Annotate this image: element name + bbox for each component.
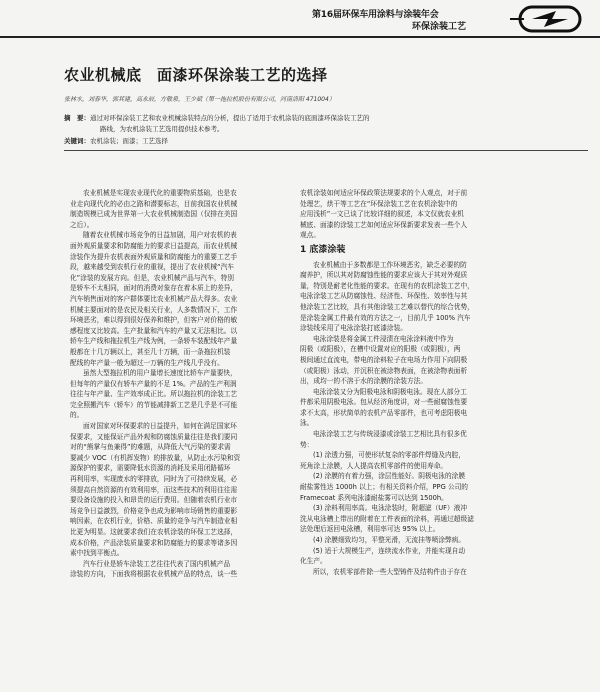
text-line: (3) 涂料利用率高。电泳涂装时，附超滤（UF）液冲 <box>313 504 468 513</box>
left-column <box>70 188 312 580</box>
right-column <box>300 188 590 577</box>
text-line: 成本价格，产品涂装质量要求和防腐能力的要求等诸多因 <box>70 538 238 547</box>
text-line: 要减少 VOC（有机挥发物）的排放量，从防止水污染和资 <box>70 453 241 462</box>
abstract-rule <box>64 150 588 151</box>
text-line: 比更为明显。这就要求我们在农机涂装的环保工艺选择， <box>70 528 238 536</box>
abstract-text-1: 通过对环保涂装工艺和农业机械涂装特点的分析，提出了适用于农机涂装的底面漆环保涂装工艺的 <box>90 114 370 122</box>
text-line: 响因素，在农机行业，价格、质量的竞争与汽车制造业相 <box>70 517 238 526</box>
text-line: 泳。 <box>300 419 314 428</box>
text-line: 须提高自然资源的有效利用率，而这些技术的利用往往需 <box>70 485 238 494</box>
text-line: 随着农业机械市场竞争的日益加剧，用户对农机的表 <box>83 231 237 240</box>
section-heading: 1 底漆涂装 <box>300 244 346 255</box>
text-line: 洗从电泳槽上带出的附着在工件表面的涂料，再通过超级滤 <box>300 514 474 523</box>
text-line: 要设备设施的投入和昂贵的运行费用。但随着农机行业市 <box>70 496 238 505</box>
text-line: (1) 涂透力强，可使形状复杂的零部件焊缝及内腔， <box>313 451 466 460</box>
text-line: 腐养护，所以其对防腐蚀性能的要求应该大于其对外观质 <box>300 271 468 280</box>
text-line: 阴极（或阳极），在槽中设置对应的阳极（或阴极），两 <box>300 345 461 354</box>
text-line: 出，成均一的不溶于水的涂膜的涂装方法。 <box>300 377 428 386</box>
text-line: 处理艺，烘干等工艺在“环保涂装工艺在农机涂装中的 <box>300 199 458 208</box>
text-line: 电泳涂装是将金属工件浸渍在电泳涂料液中作为 <box>313 334 454 343</box>
text-line: 环境恶劣，难以得到很好保养和维护，但客户对价格的敏 <box>70 316 238 325</box>
keywords-text: 农机涂装；面漆；工艺选择 <box>90 137 168 145</box>
text-line: 量，特别是耐老化性能的要求。在现有的农机涂装工艺中， <box>300 281 474 290</box>
text-line: 农业机械是实现农业现代化的重要物质基础，也是农 <box>83 189 237 197</box>
text-line: 势： <box>300 440 314 449</box>
text-line: 场竞争日益激烈，价格竞争也成为影响市场销售的重要影 <box>70 506 238 515</box>
text-line: 业走向现代化的必由之路和潜要标志，目前我国农业机械 <box>70 199 238 208</box>
right-body <box>300 260 590 578</box>
text-line: 之后）。 <box>70 220 94 229</box>
text-line: 保要求，又能保证产品外观和防腐蚀质量往往是我们要同 <box>70 432 238 441</box>
text-line: 观点。 <box>300 231 321 240</box>
text-line: 极间通过直流电，带电的涂料粒子在电场力作用下向阴极 <box>300 355 468 364</box>
conference-title: 第16届环保车用涂料与涂装年会 <box>312 10 439 20</box>
text-line: 所以，农机零部件除一些大型铸件及结构件由于存在 <box>313 567 467 576</box>
header-rule <box>0 36 600 38</box>
text-line: 应用浅析”一文已谈了比较详细的叙述，本文仅就农业机 <box>300 210 464 219</box>
text-line: 般都在十几万辆以上，甚至几十万辆，而一条拖拉机装 <box>70 347 231 356</box>
text-line: 对的“熊掌与鱼兼得”的难题，从降低大气污染的要求需 <box>70 443 231 452</box>
text-line: 耐盐雾性达 1000h 以上；有相关资料介绍，PPG 公司的 <box>300 483 468 492</box>
article-title: 农业机械底 面漆环保涂装工艺的选择 <box>64 66 328 84</box>
text-line: 面对国家对环保要求的日益提升，如何在满足国家环 <box>83 422 237 431</box>
text-line: 虽然大型拖拉机的用户量增长速度比轿车产量要快， <box>83 369 237 378</box>
text-line: (4) 涂膜细致均匀，平整光滑，无流挂等喷涂弊病。 <box>313 536 466 544</box>
conference-logo-icon <box>510 5 590 33</box>
text-line: (2) 涂膜的有着力强，涂层性能好。阴极电泳的涂膜 <box>313 472 466 481</box>
text-line: 配线的年产量一般为超过一万辆的生产线几乎没有。 <box>70 358 224 367</box>
text-line: 但每年的产量仅有轿车产量的不足 1%。产品的生产利润 <box>70 379 237 388</box>
abstract-label: 摘 要： <box>64 114 90 122</box>
text-line: 源保护的要求，需要降低水资源的消耗及采用闭路循环 <box>70 464 231 473</box>
text-line: 求不太高，形状简单的农机产品零部件，也可考虑阳极电 <box>300 408 468 417</box>
text-line: 械底、面漆的涂装工艺如何适应环保新要求发表一些个人 <box>300 220 468 229</box>
text-line: （或阳极）泳动，并沉积在被涂物表面，在被涂物表面析 <box>300 366 468 375</box>
text-line: 的。 <box>70 411 84 420</box>
text-line: 段，越来越受到农机行业的重视，提出了农业机械“汽车 <box>70 263 234 272</box>
text-line: 化生产。 <box>300 557 327 566</box>
keywords-label: 关键词： <box>64 137 90 145</box>
text-line: 涂装线采用了电泳涂装打底漆涂装。 <box>300 324 407 333</box>
text-line: 涂装的方向，下面我将根据农业机械产品的特点，谈一些 <box>70 570 238 579</box>
text-line: 是涂装金属工件最有效的方法之一，目前几乎 100% 汽车 <box>300 313 471 322</box>
text-line: 往往与年产量、生产效率成正比。所以拖拉机的涂装工艺 <box>70 390 238 399</box>
text-line: 素中找到平衡点。 <box>70 549 124 558</box>
text-line: 机械主要面对的是农民及相关行业，人多数情况下，工作 <box>70 305 238 314</box>
text-line: 感程度又比较高。生产批量和汽车的产量又无法相比。以 <box>70 326 238 335</box>
text-line: 汽车销售面对的客户群体要比农业机械产品大得多。农业 <box>70 294 238 303</box>
text-line: 轿车生产线和拖拉机生产线为例，一条轿车装配线年产量 <box>70 337 238 346</box>
text-line: 电泳涂装又分为阳极电泳和阴极电泳。现在人部分工 <box>313 387 467 396</box>
text-line: 面外观质量要求和防腐能力的要求日益提高，而农业机械 <box>70 241 238 250</box>
text-line: 涂装作为提升农机表面外观质量和防腐能力的重要工艺手 <box>70 252 238 261</box>
text-line: 化”涂装的发展方向。但是，农业机械产品与汽车，特别 <box>70 273 234 282</box>
text-line: 法处理后返回电泳槽，利用率可达 95% 以上。 <box>300 525 440 534</box>
text-line: (5) 适于大规模生产，连续流水作业，并能实现自动 <box>313 546 466 555</box>
text-line: 死角涂上涂膜，人人提高农机零部件的使用寿命。 <box>300 461 448 470</box>
text-line: 电泳涂装工艺与传统浸漆或涂装工艺相比具有很多优 <box>313 430 467 439</box>
author-line: 张林水，刘春华，郭其建，高永辰，方敬泉，王少斌（第一拖拉机股份有限公司，河南洛阳 471004） <box>64 96 335 103</box>
abstract-line-2: 路线，为农机涂装工艺选用提供技术参考。 <box>100 125 224 133</box>
text-line: 农机涂装如何适应环保政策法规要求的个人观点，对于前 <box>300 189 468 197</box>
text-line: 制造规模已成为世界第一大农业机械制造国（仅排在美国 <box>70 210 238 219</box>
text-line: 完全照搬汽车（轿车）的节能减排新工艺是几乎是不可能 <box>70 400 238 409</box>
text-line: 是轿车不太相同，面对的消费对象存在着本质上的差异， <box>70 284 238 293</box>
keywords-line <box>64 137 168 146</box>
text-line: 农业机械由于多数都是工作环境恶劣，缺乏必要的防 <box>313 260 467 269</box>
text-line: 电泳涂装工艺从防腐蚀性、经济性、环保性、效率性与其 <box>300 292 468 301</box>
abstract-line-1 <box>64 114 370 123</box>
text-line: 汽车行业是轿车涂装工艺往往代表了国内机械产品 <box>83 559 231 568</box>
text-line: Framecoat 系列电泳漆耐盐雾可以达到 1500h。 <box>300 493 448 502</box>
right-intro <box>300 188 590 241</box>
text-line: 再利用率，实现废水的零排放，同时为了可持续发展，必 <box>70 475 238 484</box>
text-line: 他涂装工艺比较，具有其他涂装工艺难以替代的综合优势， <box>300 302 474 311</box>
conference-subtitle: 环保涂装工艺 <box>412 22 467 32</box>
text-line: 件都采用阴极电泳。包从经济角度讲，对一些耐腐蚀性要 <box>300 398 468 407</box>
